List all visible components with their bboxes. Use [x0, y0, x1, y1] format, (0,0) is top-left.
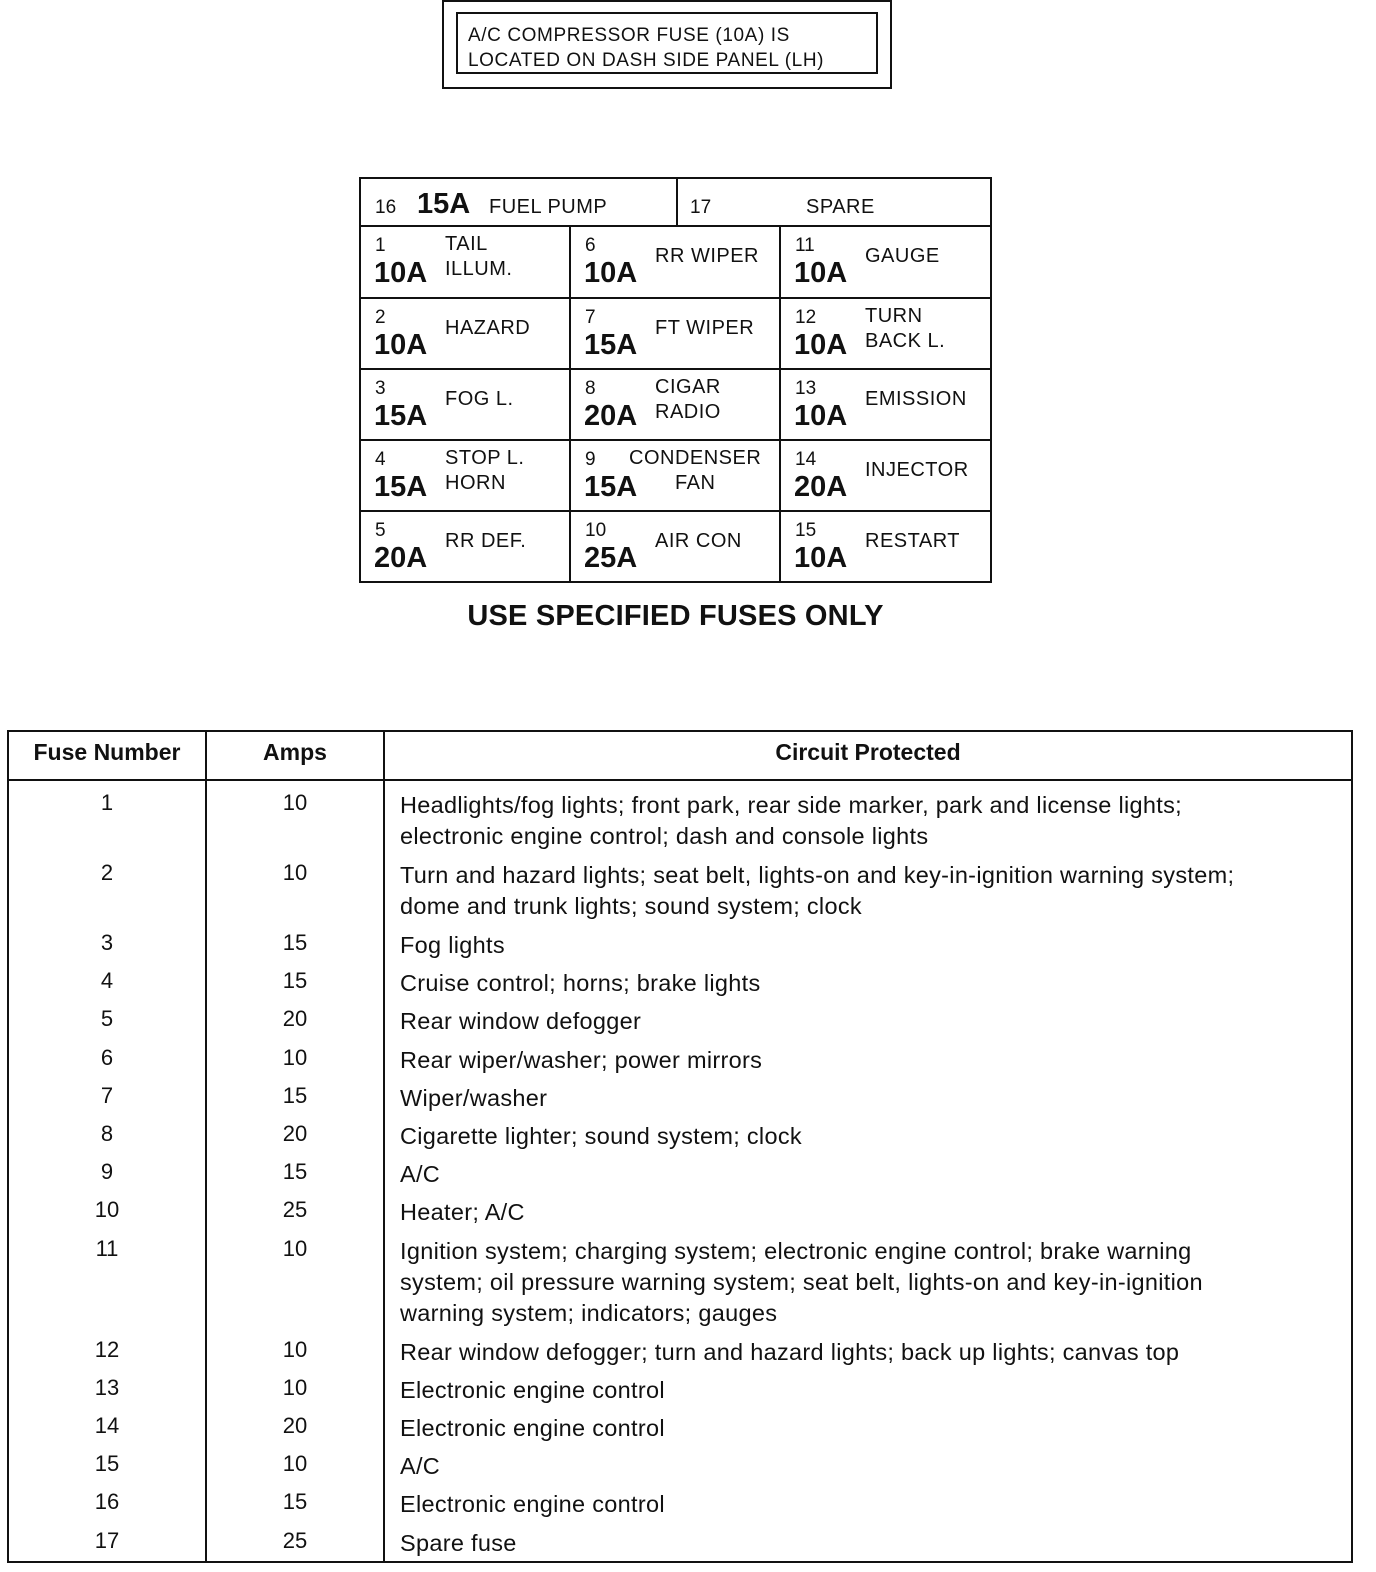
fuse-amperage: 15A: [417, 188, 471, 220]
cell-fuse-number: 5: [100, 1006, 114, 1032]
fuse-label: FT WIPER: [655, 317, 755, 339]
cell-fuse-number: 16: [94, 1489, 120, 1515]
header-circuit-protected: Circuit Protected: [775, 739, 961, 765]
fuse-cell-7: [571, 299, 781, 370]
cell-amps: 10: [282, 1235, 308, 1261]
cell-fuse-number: 13: [94, 1374, 120, 1400]
fuse-number: 2: [375, 307, 386, 328]
fuse-label: STOP L.: [445, 447, 525, 469]
fuse-label: GAUGE: [865, 245, 940, 267]
cell-circuit-protected: [400, 1197, 1346, 1228]
circuit-text-line: Rear wiper/washer; power mirrors: [400, 1046, 763, 1073]
cell-circuit-protected: [400, 1489, 1346, 1520]
cell-amps: 10: [282, 790, 308, 815]
use-specified-fuses-warning: USE SPECIFIED FUSES ONLY: [467, 600, 884, 632]
cell-amps: 10: [282, 1336, 308, 1362]
fuse-label: RESTART: [865, 530, 960, 552]
cell-circuit-protected: [400, 1375, 1346, 1406]
cell-circuit-protected: [400, 1006, 1346, 1037]
cell-circuit-protected: [400, 930, 1346, 961]
fuse-number: 16: [375, 197, 397, 218]
cell-circuit-protected: [400, 1337, 1346, 1368]
fuse-number: 15: [795, 520, 817, 541]
compressor-fuse-notice: [442, 0, 892, 89]
circuit-text-line: dome and trunk lights; sound system; clock: [400, 893, 862, 919]
fuse-number: 8: [585, 378, 596, 399]
cell-fuse-number: 1: [100, 790, 114, 815]
cell-fuse-number: 17: [94, 1527, 120, 1553]
fuse-number: 9: [585, 449, 596, 470]
fuse-amperage: 15A: [584, 329, 638, 361]
circuit-text-line: Spare fuse: [400, 1529, 517, 1556]
cell-circuit-protected: [400, 1159, 1346, 1190]
fuse-label: INJECTOR: [865, 459, 969, 481]
fuse-label: AIR CON: [655, 530, 742, 552]
cell-fuse-number: 6: [100, 1044, 114, 1070]
fuse-amperage: 10A: [374, 329, 428, 361]
fuse-amperage: 25A: [584, 542, 638, 574]
fuse-amperage: 20A: [584, 400, 638, 432]
fuse-number: 5: [375, 520, 386, 541]
fuse-amperage: 10A: [794, 257, 848, 289]
fuse-amperage: 20A: [374, 542, 428, 574]
fuse-number: 10: [585, 520, 607, 541]
circuit-text-line: A/C: [400, 1453, 441, 1480]
fuse-label: FAN: [675, 472, 716, 494]
fuse-label: TAIL: [445, 233, 488, 255]
circuit-text-line: Headlights/fog lights; front park, rear side marker, park and license lights;: [400, 792, 1182, 818]
fuse-circuit-table: [7, 730, 1353, 1563]
cell-amps: 10: [282, 1374, 308, 1400]
fuse-label: ILLUM.: [445, 258, 513, 280]
cell-amps: 25: [282, 1197, 308, 1223]
cell-fuse-number: 8: [100, 1121, 114, 1146]
cell-circuit-protected: [400, 1121, 1346, 1152]
cell-fuse-number: 4: [100, 968, 114, 994]
fuse-number: 6: [585, 235, 596, 256]
cell-circuit-protected: [400, 1045, 1346, 1076]
notice-inner-frame: [456, 12, 878, 74]
cell-circuit-protected: [400, 790, 1346, 852]
fuse-amperage: 10A: [794, 329, 848, 361]
cell-fuse-number: 14: [94, 1413, 120, 1438]
fuse-label: CONDENSER: [629, 447, 762, 469]
fuse-cell-1: [361, 227, 571, 298]
fuse-cell-5: [361, 512, 571, 583]
notice-line-1: A/C COMPRESSOR FUSE (10A) IS: [468, 25, 790, 46]
fuse-label: EMISSION: [865, 388, 967, 410]
fuse-label: TURN: [865, 305, 923, 327]
fuse-label: RR WIPER: [655, 245, 759, 267]
fuse-amperage: 15A: [374, 471, 428, 503]
cell-fuse-number: 11: [95, 1235, 119, 1261]
circuit-text-line: Electronic engine control: [400, 1415, 665, 1441]
circuit-text-line: Electronic engine control: [400, 1491, 665, 1518]
fuse-cell-3: [361, 370, 571, 441]
fuse-box-diagram: [359, 177, 992, 583]
fuse-cell-8: [571, 370, 781, 441]
cell-amps: 15: [282, 1082, 308, 1108]
fuse-number: 12: [795, 307, 817, 328]
cell-fuse-number: 10: [94, 1197, 120, 1223]
circuit-text-line: Rear window defogger; turn and hazard lights; back up lights; canvas top: [400, 1338, 1180, 1365]
circuit-text-line: system; oil pressure warning system; seat belt, lights-on and key-in-ignition: [400, 1268, 1203, 1295]
fuse-cell-15: [781, 512, 991, 583]
circuit-text-line: A/C: [400, 1161, 441, 1188]
cell-amps: 20: [282, 1121, 308, 1146]
cell-amps: 25: [282, 1527, 308, 1553]
fuse-number: 1: [375, 235, 386, 256]
cell-amps: 20: [282, 1006, 308, 1032]
cell-amps: 15: [282, 968, 308, 994]
fuse-amperage: 20A: [794, 471, 848, 503]
fuse-amperage: 10A: [794, 542, 848, 574]
circuit-text-line: Fog lights: [400, 932, 505, 958]
header-fuse-number: Fuse Number: [33, 739, 181, 765]
cell-circuit-protected: [400, 860, 1346, 922]
cell-fuse-number: 7: [100, 1082, 114, 1108]
cell-fuse-number: 3: [100, 930, 114, 955]
fuse-amperage: 10A: [584, 257, 638, 289]
cell-amps: 10: [282, 1451, 308, 1477]
fuse-cell-2: [361, 299, 571, 370]
cell-amps: 20: [282, 1413, 308, 1438]
circuit-text-line: warning system; indicators; gauges: [400, 1299, 778, 1326]
fuse-cell-14: [781, 441, 991, 512]
header-amps: Amps: [263, 739, 327, 765]
fuse-number: 11: [795, 235, 815, 256]
fuse-label: SPARE: [806, 196, 875, 218]
cell-circuit-protected: [400, 1083, 1346, 1114]
cell-circuit-protected: [400, 968, 1346, 999]
cell-circuit-protected: [400, 1413, 1346, 1444]
fuse-number: 17: [690, 197, 712, 218]
fuse-cell-10: [571, 512, 781, 583]
fuse-number: 13: [795, 378, 817, 399]
cell-fuse-number: 2: [100, 860, 114, 885]
circuit-text-line: electronic engine control; dash and console lights: [400, 823, 929, 849]
cell-amps: 10: [282, 860, 308, 885]
fuse-label: HAZARD: [445, 317, 531, 339]
cell-amps: 15: [282, 930, 308, 955]
fuse-cell-6: [571, 227, 781, 298]
fuse-label: RR DEF.: [445, 530, 527, 552]
fuse-cell-11: [781, 227, 991, 298]
fuse-label: FOG L.: [445, 388, 514, 410]
circuit-text-line: Electronic engine control: [400, 1376, 665, 1403]
circuit-text-line: Turn and hazard lights; seat belt, lights-on and key-in-ignition warning system;: [400, 862, 1235, 888]
fuse-cell-9: [571, 441, 781, 512]
fuse-cell-17: [678, 179, 990, 225]
fuse-amperage: 10A: [374, 257, 428, 289]
cell-circuit-protected: [400, 1528, 1346, 1559]
header-divider: [9, 779, 1351, 781]
fuse-cell-4: [361, 441, 571, 512]
notice-line-2: LOCATED ON DASH SIDE PANEL (LH): [468, 50, 825, 71]
fuse-label: CIGAR: [655, 376, 721, 398]
fuse-cell-13: [781, 370, 991, 441]
fuse-label: FUEL PUMP: [489, 196, 608, 218]
fuse-label: BACK L.: [865, 330, 946, 352]
cell-amps: 15: [282, 1159, 308, 1185]
column-divider: [383, 732, 385, 1561]
circuit-text-line: Heater; A/C: [400, 1199, 525, 1226]
fuse-cell-16: [361, 179, 678, 225]
fuse-label: HORN: [445, 472, 506, 494]
circuit-text-line: Wiper/washer: [400, 1084, 548, 1111]
cell-circuit-protected: [400, 1451, 1346, 1482]
circuit-text-line: Ignition system; charging system; electronic engine control; brake warning: [400, 1237, 1192, 1264]
circuit-text-line: Cruise control; horns; brake lights: [400, 970, 761, 997]
fuse-number: 14: [795, 449, 817, 470]
circuit-text-line: Cigarette lighter; sound system; clock: [400, 1123, 802, 1149]
cell-amps: 15: [282, 1489, 308, 1515]
fuse-amperage: 15A: [374, 400, 428, 432]
fuse-number: 4: [375, 449, 386, 470]
cell-fuse-number: 9: [100, 1159, 114, 1185]
fuse-amperage: 15A: [584, 471, 638, 503]
cell-circuit-protected: [400, 1236, 1346, 1329]
fuse-label: RADIO: [655, 401, 721, 423]
fuse-cell-12: [781, 299, 991, 370]
cell-amps: 10: [282, 1044, 308, 1070]
cell-fuse-number: 12: [94, 1336, 120, 1362]
circuit-text-line: Rear window defogger: [400, 1008, 642, 1035]
cell-fuse-number: 15: [94, 1451, 120, 1477]
fuse-number: 3: [375, 378, 386, 399]
fuse-box-top-row: [361, 179, 990, 227]
fuse-amperage: 10A: [794, 400, 848, 432]
fuse-number: 7: [585, 307, 596, 328]
